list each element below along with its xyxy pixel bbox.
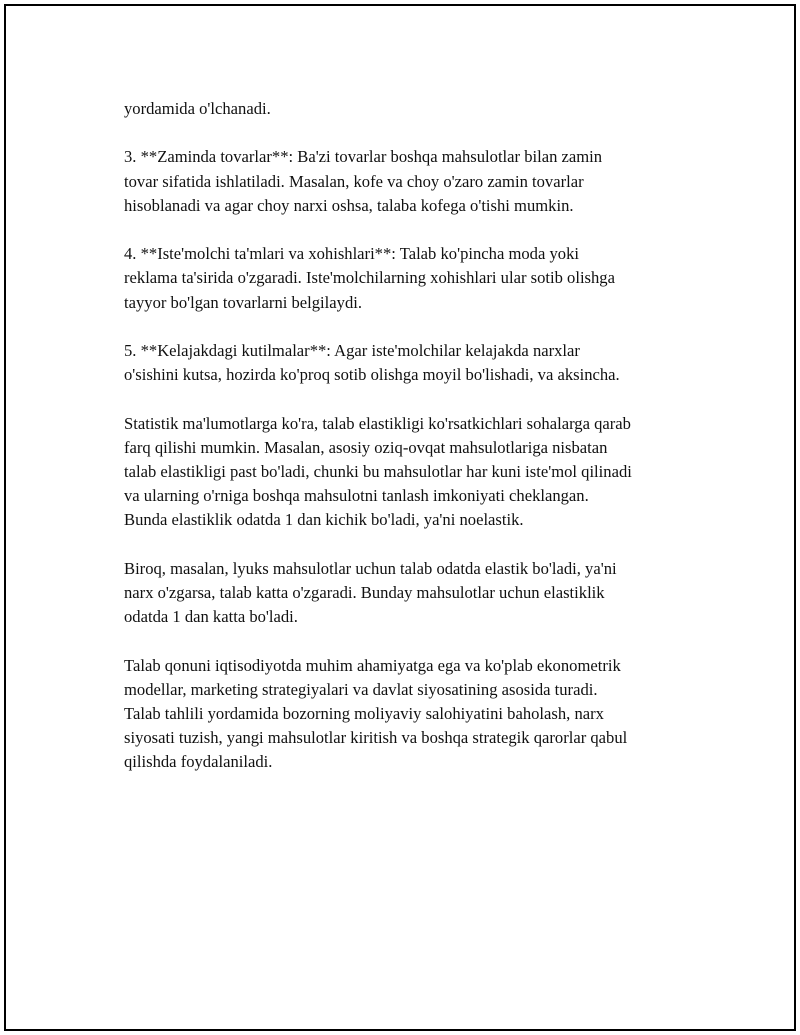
page-frame	[4, 4, 796, 1031]
paragraph-future-expectations	[124, 339, 724, 387]
text-line: qilishda foydalaniladi.	[124, 752, 273, 772]
paragraph-continuation	[124, 97, 724, 121]
text-line: yordamida o'lchanadi.	[124, 99, 271, 118]
text-line: odatda 1 dan katta bo'ladi.	[124, 607, 298, 627]
text-line: Talab tahlili yordamida bozorning moliyaviy salohiyatini baholash, narx	[124, 703, 604, 723]
paragraph-law-of-demand	[124, 654, 724, 775]
paragraph-consumer-preferences	[124, 242, 724, 315]
text-line: tayyor bo'lgan tovarlarni belgilaydi.	[124, 292, 363, 312]
text-line: reklama ta'sirida o'zgaradi. Iste'molchilarning xohishlari ular sotib olishga	[124, 268, 615, 288]
text-line: Biroq, masalan, lyuks mahsulotlar uchun talab odatda elastik bo'ladi, ya'ni	[124, 558, 617, 578]
text-line: 4. **Iste'molchi ta'mlari va xohishlari**: Talab ko'pincha moda yoki	[124, 244, 579, 264]
paragraph-luxury-goods	[124, 557, 724, 630]
document-body	[124, 97, 724, 799]
text-line: tovar sifatida ishlatiladi. Masalan, kofe va choy o'zaro zamin tovarlar	[124, 171, 584, 191]
paragraph-complementary-goods	[124, 145, 724, 218]
text-line: va ularning o'rniga boshqa mahsulotni tanlash imkoniyati cheklangan.	[124, 486, 589, 506]
text-line: Talab qonuni iqtisodiyotda muhim ahamiyatga ega va ko'plab ekonometrik	[124, 655, 621, 675]
text-line: 5. **Kelajakdagi kutilmalar**: Agar iste'molchilar kelajakda narxlar	[124, 340, 580, 360]
text-line: hisoblanadi va agar choy narxi oshsa, talaba kofega o'tishi mumkin.	[124, 195, 574, 215]
text-line: modellar, marketing strategiyalari va davlat siyosatining asosida turadi.	[124, 679, 598, 699]
text-line: siyosati tuzish, yangi mahsulotlar kiritish va boshqa strategik qarorlar qabul	[124, 728, 628, 748]
text-line: Bunda elastiklik odatda 1 dan kichik bo'ladi, ya'ni noelastik.	[124, 510, 524, 530]
text-line: talab elastikligi past bo'ladi, chunki bu mahsulotlar har kuni iste'mol qilinadi	[124, 461, 632, 481]
text-line: o'sishini kutsa, hozirda ko'proq sotib olishga moyil bo'lishadi, va aksincha.	[124, 365, 620, 385]
text-line: 3. **Zaminda tovarlar**: Ba'zi tovarlar boshqa mahsulotlar bilan zamin	[124, 147, 603, 167]
text-line: Statistik ma'lumotlarga ko'ra, talab elastikligi ko'rsatkichlari sohalarga qarab	[124, 413, 631, 433]
paragraph-statistics	[124, 412, 724, 533]
text-line: narx o'zgarsa, talab katta o'zgaradi. Bunday mahsulotlar uchun elastiklik	[124, 582, 605, 602]
text-line: farq qilishi mumkin. Masalan, asosiy oziq-ovqat mahsulotlariga nisbatan	[124, 437, 608, 457]
